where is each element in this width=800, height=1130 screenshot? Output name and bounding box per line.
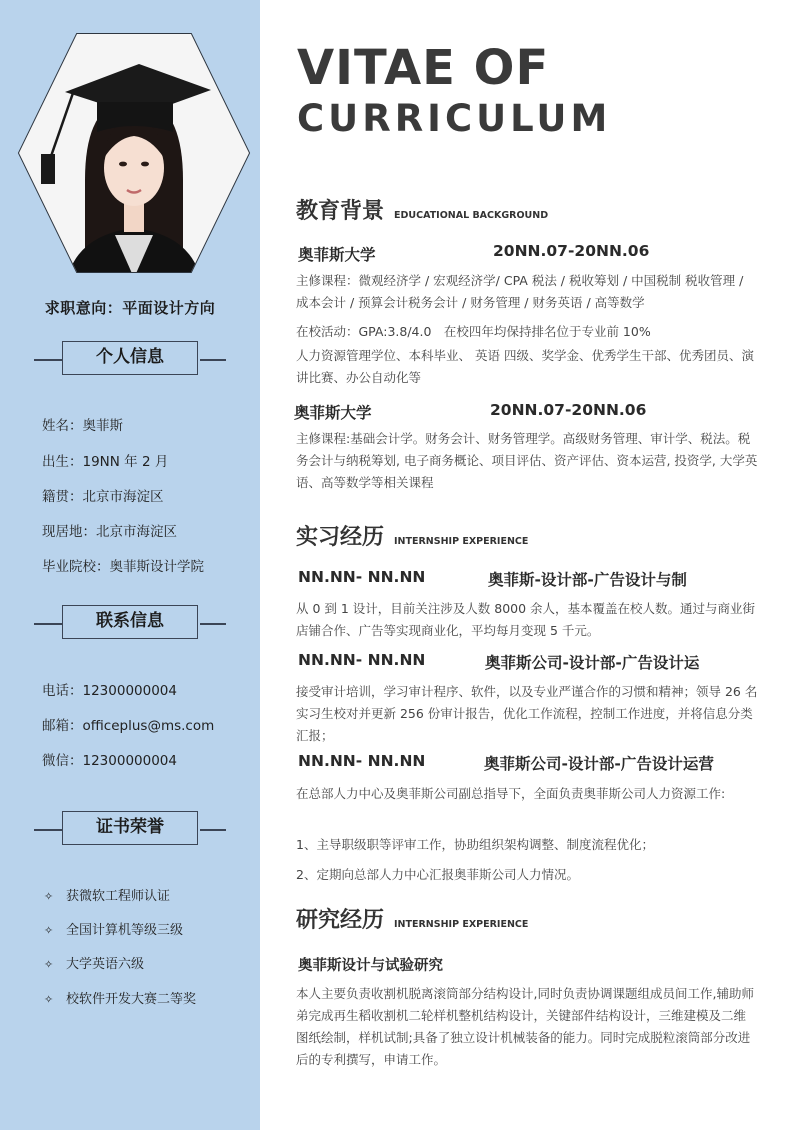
divider (200, 359, 226, 361)
internship-period-1: NN.NN- NN.NN (298, 568, 426, 586)
internship-subtitle: INTERNSHIP EXPERIENCE (394, 536, 529, 547)
diamond-bullet-icon: ✧ (44, 993, 54, 1006)
internship-org-3: 奥菲斯公司-设计部-广告设计运营 (484, 755, 714, 773)
phone-field: 电话：12300000004 (42, 683, 177, 699)
divider (34, 359, 62, 361)
certificate-item (44, 885, 170, 904)
page-title-line2: CURRICULUM (297, 97, 612, 140)
native-place-field: 籍贯：北京市海淀区 (42, 489, 164, 505)
birth-field: 出生：19NN 年 2 月 (42, 454, 169, 470)
personal-info-header (0, 341, 260, 379)
certificate-item (44, 953, 144, 972)
wechat-field: 微信：12300000004 (42, 753, 177, 769)
certificate-label: 全国计算机等级三级 (66, 923, 184, 938)
divider (34, 623, 62, 625)
certificate-item (44, 919, 183, 938)
certificate-label: 校软件开发大赛二等奖 (66, 992, 197, 1007)
internship-desc-3: 在总部人力中心及奥菲斯公司副总指导下，全面负责奥菲斯公司人力资源工作: (296, 786, 726, 801)
education-heading (296, 194, 548, 225)
internship-item-2: 2、定期向总部人力中心汇报奥菲斯公司人力情况。 (296, 867, 579, 882)
diamond-bullet-icon: ✧ (44, 958, 54, 971)
education-school-2: 奥菲斯大学 (294, 404, 372, 422)
contact-info-header (0, 605, 260, 643)
internship-org-1: 奥菲斯-设计部-广告设计与制 (488, 571, 687, 589)
education-honors-1: 人力资源管理学位、本科毕业、 英语 四级、奖学金、优秀学生干部、优秀团员、演讲比赛、办公自动化等 (296, 348, 754, 385)
internship-title: 实习经历 (296, 525, 385, 550)
education-period-1: 20NN.07-20NN.06 (493, 242, 650, 260)
research-heading (296, 903, 528, 934)
education-activities-1: 在校活动：GPA:3.8/4.0 在校四年均保持排名位于专业前 10% (296, 324, 651, 339)
contact-info-title: 联系信息 (62, 605, 198, 639)
personal-info-title: 个人信息 (62, 341, 198, 375)
job-objective: 求职意向：平面设计方向 (44, 299, 216, 317)
internship-desc-1: 从 0 到 1 设计，目前关注涉及人数 8000 余人，基本覆盖在校人数。通过与商业街店铺合作、广告等实现商业化，平均每月变现 5 千元。 (296, 601, 756, 638)
sidebar (0, 0, 260, 1130)
divider (200, 623, 226, 625)
certificate-label: 大学英语六级 (66, 957, 145, 972)
divider (200, 829, 226, 831)
research-desc: 本人主要负责收割机脱离滚筒部分结构设计,同时负责协调课题组成员间工作,辅助师弟完成再生稻收割机二轮样机整机结构设计，关键部件结构设计，三维建模及二维图纸绘制，样机试制;具备了独立设计机械装备的能力。同时完成脱粒滚筒部分改进后的专利撰写，申请工作。 (296, 986, 754, 1067)
research-title: 研究经历 (296, 908, 385, 933)
education-period-2: 20NN.07-20NN.06 (490, 401, 647, 419)
internship-period-3: NN.NN- NN.NN (298, 752, 426, 770)
internship-heading (296, 520, 528, 551)
internship-desc-2: 接受审计培训，学习审计程序、软件，以及专业严谨合作的习惯和精神；领导 26 名实习生校对并更新 256 份审计报告，优化工作流程，控制工作进度，并将信息分类汇报； (296, 684, 758, 743)
diamond-bullet-icon: ✧ (44, 924, 54, 937)
school-field: 毕业院校：奥菲斯设计学院 (42, 559, 204, 575)
education-school-1: 奥菲斯大学 (298, 246, 376, 264)
certificate-label: 获微软工程师认证 (66, 889, 171, 904)
education-courses-1: 主修课程：微观经济学 / 宏观经济学/ CPA 税法 / 税收筹划 / 中国税制 税收管理 / 成本会计 / 预算会计税务会计 / 财务管理 / 财务英语 / 高等数学 (296, 273, 744, 310)
internship-org-2: 奥菲斯公司-设计部-广告设计运 (485, 654, 700, 672)
education-courses-2: 主修课程:基础会计学。财务会计、财务管理学。高级财务管理、审计学、税法。税务会计与纳税筹划, 电子商务概论、项目评估、资产评估、资本运营, 投资学, 大学英语、高等数学等相关课程 (296, 431, 758, 490)
certificates-header (0, 811, 260, 849)
diamond-bullet-icon: ✧ (44, 890, 54, 903)
education-title: 教育背景 (296, 199, 385, 224)
divider (34, 829, 62, 831)
certificate-item (44, 988, 196, 1007)
email-field: 邮箱：officeplus@ms.com (42, 718, 215, 734)
name-field: 姓名：奥菲斯 (42, 418, 123, 434)
internship-period-2: NN.NN- NN.NN (298, 651, 426, 669)
page-title-line1: VITAE OF (297, 40, 550, 96)
residence-field: 现居地：北京市海淀区 (42, 524, 177, 540)
profile-photo (15, 30, 253, 276)
main-content (260, 0, 800, 1130)
research-subtitle: INTERNSHIP EXPERIENCE (394, 919, 529, 930)
research-project: 奥菲斯设计与试验研究 (298, 958, 443, 974)
education-subtitle: EDUCATIONAL BACKGROUND (394, 210, 549, 221)
certificates-title: 证书荣誉 (62, 811, 198, 845)
internship-item-1: 1、主导职级职等评审工作，协助组织架构调整、制度流程优化； (296, 837, 654, 852)
